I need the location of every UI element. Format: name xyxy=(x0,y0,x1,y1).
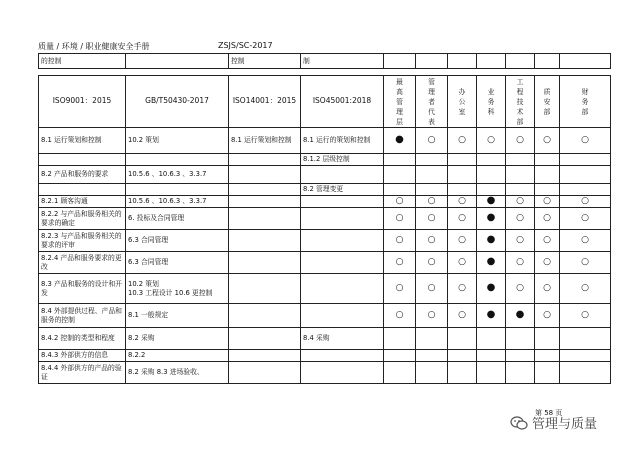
top-row-cell xyxy=(416,54,448,69)
related-mark: ○ xyxy=(506,208,535,230)
cell-gb: 8.2.2 xyxy=(126,350,229,362)
cell-gb: 10.5.6 、10.6.3 、3.3.7 xyxy=(126,196,229,208)
dept-header-label: 质安部 xyxy=(543,87,551,116)
table-row xyxy=(39,184,611,196)
cell-gb: 8.1 一般规定 xyxy=(126,304,229,328)
cell-iso9001: 8.4 外部提供过程、产品和服务的控制 xyxy=(39,304,126,328)
related-mark: ○ xyxy=(384,274,416,304)
cell-gb: 8.2 采购 8.3 进场验收、 xyxy=(126,362,229,384)
empty-cell xyxy=(416,166,448,184)
related-mark: ○ xyxy=(535,196,560,208)
related-mark: ○ xyxy=(384,304,416,328)
cell-iso45001 xyxy=(301,196,384,208)
matrix-header-row xyxy=(39,76,611,128)
cell-gb xyxy=(126,154,229,166)
related-mark: ○ xyxy=(506,230,535,252)
related-mark: ○ xyxy=(384,230,416,252)
empty-cell xyxy=(416,184,448,196)
empty-cell xyxy=(416,362,448,384)
empty-cell xyxy=(448,154,477,166)
empty-cell xyxy=(535,350,560,362)
dept-header xyxy=(535,76,560,128)
related-mark: ○ xyxy=(560,128,611,154)
related-mark: ○ xyxy=(384,196,416,208)
related-mark: ○ xyxy=(416,304,448,328)
related-mark: ○ xyxy=(560,274,611,304)
related-mark: ○ xyxy=(448,230,477,252)
empty-cell xyxy=(416,350,448,362)
cell-gb: 6.3 合同管理 xyxy=(126,252,229,274)
responsible-mark: ● xyxy=(506,304,535,328)
table-row xyxy=(39,196,611,208)
dept-header xyxy=(416,76,448,128)
empty-cell xyxy=(506,166,535,184)
top-row-cell xyxy=(535,54,560,69)
dept-header-label: 管理者代表 xyxy=(428,77,435,126)
empty-cell xyxy=(384,166,416,184)
cell-gb: 10.2 策划 xyxy=(126,128,229,154)
related-mark: ○ xyxy=(384,252,416,274)
empty-cell xyxy=(477,362,506,384)
empty-cell xyxy=(535,154,560,166)
empty-cell xyxy=(506,350,535,362)
related-mark: ○ xyxy=(535,208,560,230)
empty-cell xyxy=(448,184,477,196)
empty-cell xyxy=(448,362,477,384)
responsible-mark: ● xyxy=(477,196,506,208)
related-mark: ○ xyxy=(448,274,477,304)
related-mark: ○ xyxy=(560,208,611,230)
empty-cell xyxy=(477,350,506,362)
related-mark: ○ xyxy=(416,208,448,230)
cell-iso9001: 8.4.4 外部供方的产品的验证 xyxy=(39,362,126,384)
related-mark: ○ xyxy=(448,304,477,328)
responsible-mark: ● xyxy=(384,128,416,154)
cell-gb: 10.5.6 、10.6.3 、3.3.7 xyxy=(126,166,229,184)
cell-iso9001: 8.2.4 产品和服务要求的更改 xyxy=(39,252,126,274)
table-row xyxy=(39,128,611,154)
cell-iso14001 xyxy=(229,252,301,274)
cell-iso45001 xyxy=(301,362,384,384)
table-row xyxy=(39,166,611,184)
responsible-mark: ● xyxy=(477,208,506,230)
related-mark: ○ xyxy=(448,128,477,154)
related-mark: ○ xyxy=(448,196,477,208)
cell-iso45001 xyxy=(301,230,384,252)
dept-header xyxy=(560,76,611,128)
cell-iso45001 xyxy=(301,274,384,304)
related-mark: ○ xyxy=(416,230,448,252)
cell-iso14001 xyxy=(229,304,301,328)
top-row-cell: 制 xyxy=(301,54,384,69)
cell-iso9001: 8.2.1 顾客沟通 xyxy=(39,196,126,208)
cell-iso45001 xyxy=(301,208,384,230)
cell-iso45001: 8.2 管理变更 xyxy=(301,184,384,196)
empty-cell xyxy=(506,154,535,166)
dept-header-label: 工程技术部 xyxy=(516,77,524,126)
table-row xyxy=(39,252,611,274)
continued-table-row xyxy=(38,53,611,69)
cell-iso45001 xyxy=(301,166,384,184)
cell-gb: 10.2 策划 10.3 工程设计 10.6 更控制 xyxy=(126,274,229,304)
cell-iso14001 xyxy=(229,328,301,350)
related-mark: ○ xyxy=(477,128,506,154)
document-code: ZSJS/SC-2017 xyxy=(218,41,273,50)
cell-iso14001 xyxy=(229,154,301,166)
related-mark: ○ xyxy=(535,230,560,252)
cell-iso9001: 8.2 产品和服务的要求 xyxy=(39,166,126,184)
empty-cell xyxy=(560,350,611,362)
empty-cell xyxy=(384,328,416,350)
related-mark: ○ xyxy=(416,252,448,274)
related-mark: ○ xyxy=(416,196,448,208)
related-mark: ○ xyxy=(535,128,560,154)
empty-cell xyxy=(535,362,560,384)
dept-header xyxy=(477,76,506,128)
cell-iso14001 xyxy=(229,230,301,252)
responsible-mark: ● xyxy=(477,230,506,252)
table-row xyxy=(39,274,611,304)
cell-gb: 8.2 采购 xyxy=(126,328,229,350)
col-header-iso14001: ISO14001：2015 xyxy=(229,76,301,128)
empty-cell xyxy=(477,328,506,350)
related-mark: ○ xyxy=(535,274,560,304)
related-mark: ○ xyxy=(506,274,535,304)
related-mark: ○ xyxy=(560,196,611,208)
cell-iso45001: 8.4 采购 xyxy=(301,328,384,350)
top-row-cell xyxy=(448,54,477,69)
cell-iso9001 xyxy=(39,154,126,166)
watermark xyxy=(510,413,597,432)
top-row-cell xyxy=(477,54,506,69)
related-mark: ○ xyxy=(535,252,560,274)
related-mark: ○ xyxy=(535,304,560,328)
dept-header-label: 业务科 xyxy=(487,87,495,116)
cell-iso9001: 8.4.3 外部供方的信息 xyxy=(39,350,126,362)
cell-iso14001 xyxy=(229,184,301,196)
related-mark: ○ xyxy=(560,304,611,328)
empty-cell xyxy=(384,350,416,362)
dept-header xyxy=(448,76,477,128)
dept-header xyxy=(506,76,535,128)
top-row-cell: 控制 xyxy=(229,54,301,69)
top-row-cell xyxy=(126,54,229,69)
col-header-gb50430: GB/T50430-2017 xyxy=(126,76,229,128)
empty-cell xyxy=(477,166,506,184)
table-row xyxy=(39,208,611,230)
related-mark: ○ xyxy=(448,208,477,230)
cell-iso45001 xyxy=(301,304,384,328)
cell-iso14001 xyxy=(229,166,301,184)
table-row xyxy=(39,304,611,328)
responsible-mark: ● xyxy=(477,274,506,304)
empty-cell xyxy=(384,362,416,384)
empty-cell xyxy=(506,184,535,196)
cell-iso14001: 8.1 运行策划和控制 xyxy=(229,128,301,154)
empty-cell xyxy=(477,184,506,196)
cell-gb: 6. 投标及合同管理 xyxy=(126,208,229,230)
empty-cell xyxy=(560,154,611,166)
related-mark: ○ xyxy=(416,274,448,304)
empty-cell xyxy=(535,328,560,350)
cell-iso14001 xyxy=(229,350,301,362)
cell-iso45001 xyxy=(301,252,384,274)
dept-header xyxy=(384,76,416,128)
empty-cell xyxy=(384,154,416,166)
responsible-mark: ● xyxy=(477,304,506,328)
empty-cell xyxy=(560,184,611,196)
empty-cell xyxy=(560,362,611,384)
cell-iso45001: 8.1 运行的策划和控制 xyxy=(301,128,384,154)
empty-cell xyxy=(448,166,477,184)
related-mark: ○ xyxy=(560,230,611,252)
cell-iso9001: 8.2.2 与产品和服务相关的要求的确定 xyxy=(39,208,126,230)
top-row-cell xyxy=(506,54,535,69)
cell-gb: 6.3 合同管理 xyxy=(126,230,229,252)
watermark-text: 管理与质量 xyxy=(532,417,598,432)
table-row xyxy=(39,350,611,362)
empty-cell xyxy=(477,154,506,166)
empty-cell xyxy=(448,328,477,350)
cell-iso9001: 8.3 产品和服务的设计和开发 xyxy=(39,274,126,304)
related-mark: ○ xyxy=(506,196,535,208)
empty-cell xyxy=(560,328,611,350)
empty-cell xyxy=(535,166,560,184)
cell-iso9001: 8.4.2 控制的类型和程度 xyxy=(39,328,126,350)
cell-iso14001 xyxy=(229,362,301,384)
responsibility-matrix xyxy=(38,75,611,384)
cell-iso9001 xyxy=(39,184,126,196)
empty-cell xyxy=(416,328,448,350)
cell-iso14001 xyxy=(229,208,301,230)
empty-cell xyxy=(506,328,535,350)
table-row xyxy=(39,154,611,166)
empty-cell xyxy=(560,166,611,184)
related-mark: ○ xyxy=(506,252,535,274)
empty-cell xyxy=(384,184,416,196)
cell-iso14001 xyxy=(229,274,301,304)
empty-cell xyxy=(535,184,560,196)
empty-cell xyxy=(416,154,448,166)
table-row xyxy=(39,328,611,350)
cell-iso9001: 8.1 运行策划和控制 xyxy=(39,128,126,154)
related-mark: ○ xyxy=(384,208,416,230)
manual-title: 质量 / 环境 / 职业健康安全手册 xyxy=(38,42,150,51)
related-mark: ○ xyxy=(560,252,611,274)
dept-header-label: 最高管理层 xyxy=(396,77,403,126)
dept-header-label: 办公室 xyxy=(458,87,466,116)
cell-iso9001: 8.2.3 与产品和服务相关的要求的评审 xyxy=(39,230,126,252)
related-mark: ○ xyxy=(416,128,448,154)
col-header-iso9001: ISO9001：2015 xyxy=(39,76,126,128)
col-header-iso45001: ISO45001:2018 xyxy=(301,76,384,128)
cell-iso45001 xyxy=(301,350,384,362)
table-row xyxy=(39,230,611,252)
top-row-cell xyxy=(384,54,416,69)
cell-gb xyxy=(126,184,229,196)
dept-header-label: 财务部 xyxy=(581,87,589,116)
table-row xyxy=(39,362,611,384)
cell-iso14001 xyxy=(229,196,301,208)
page-number: 第 58 页 xyxy=(535,409,563,417)
wechat-icon xyxy=(510,416,528,430)
related-mark: ○ xyxy=(448,252,477,274)
cell-iso45001: 8.1.2 层级控制 xyxy=(301,154,384,166)
top-row-cell xyxy=(560,54,611,69)
related-mark: ○ xyxy=(506,128,535,154)
responsible-mark: ● xyxy=(477,252,506,274)
empty-cell xyxy=(448,350,477,362)
top-row-cell: 的控制 xyxy=(39,54,126,69)
empty-cell xyxy=(506,362,535,384)
